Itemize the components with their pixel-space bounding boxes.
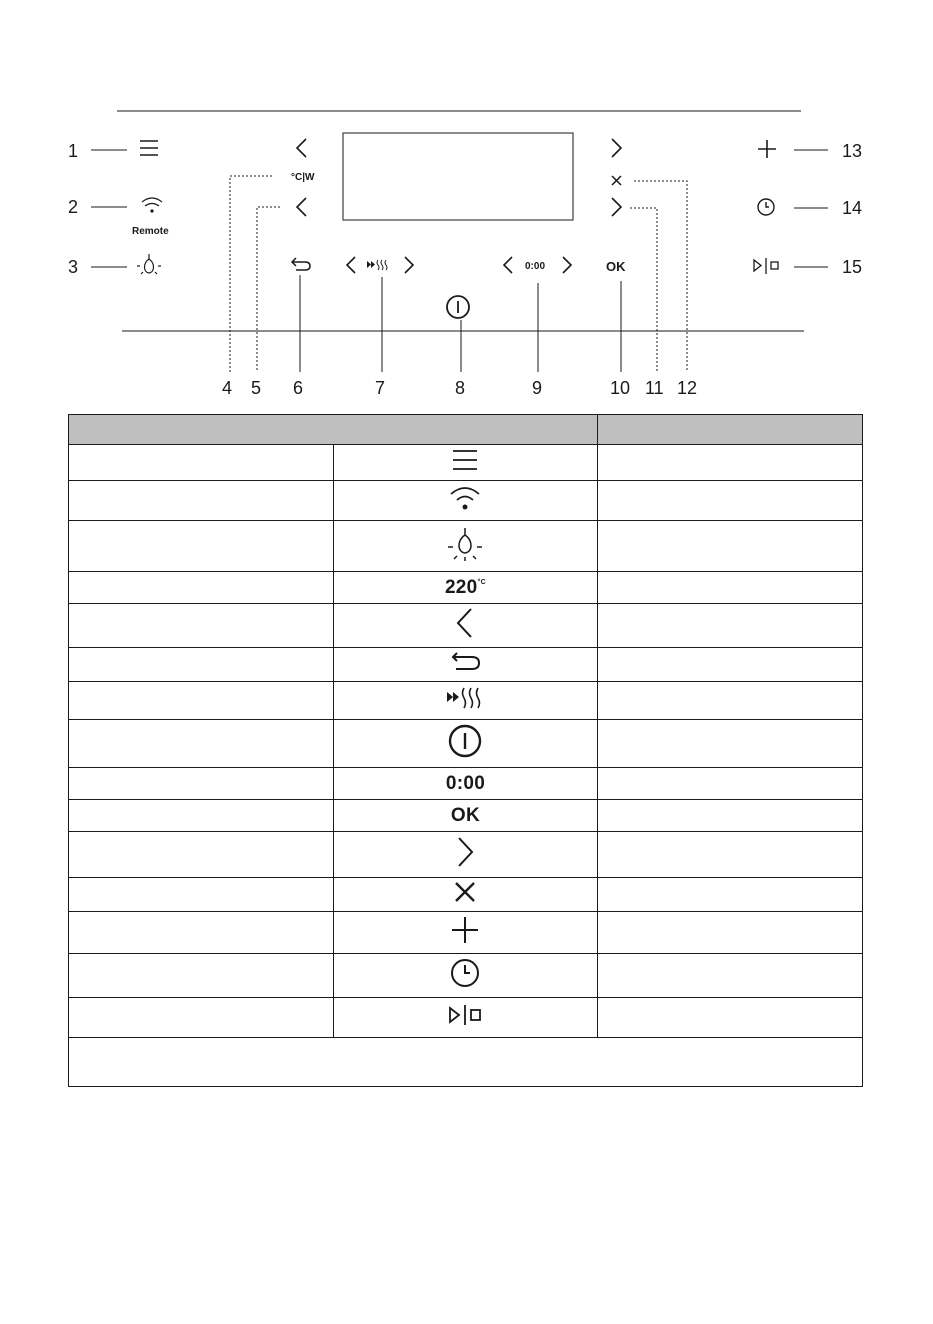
ok-text: OK	[450, 804, 481, 826]
chevron-right-time-icon[interactable]	[563, 257, 571, 273]
plus-icon	[450, 915, 480, 945]
power-icon[interactable]	[447, 296, 469, 318]
table-row	[69, 832, 863, 878]
temp-weight-label[interactable]: °C|W	[291, 172, 315, 183]
chevron-left-top-icon[interactable]	[297, 139, 306, 157]
display-screen	[343, 133, 573, 220]
callout-7: 7	[375, 378, 386, 398]
chevron-right-top-icon[interactable]	[612, 139, 621, 157]
start-stop-icon[interactable]	[754, 258, 778, 274]
chevron-left-icon	[453, 607, 477, 639]
table-row	[69, 648, 863, 682]
symbol-legend-table	[68, 414, 863, 1087]
callout-9: 9	[532, 378, 543, 398]
table-row	[69, 998, 863, 1038]
lamp-icon	[446, 525, 484, 563]
wifi-remote-icon	[448, 484, 482, 512]
table-row	[69, 768, 863, 800]
callout-3: 3	[68, 257, 79, 277]
header-description	[598, 415, 863, 445]
callout-6: 6	[293, 378, 304, 398]
back-arrow-icon[interactable]	[292, 258, 310, 270]
callout-1: 1	[68, 141, 79, 161]
table-row	[69, 954, 863, 998]
table-row	[69, 521, 863, 572]
table-note-row	[69, 1038, 863, 1087]
back-arrow-icon	[448, 651, 482, 673]
menu-icon[interactable]	[140, 141, 158, 155]
table-row	[69, 572, 863, 604]
wifi-remote-icon[interactable]	[142, 198, 162, 213]
header-symbol	[69, 415, 598, 445]
control-panel-diagram	[0, 0, 933, 410]
callout-8: 8	[455, 378, 466, 398]
plus-icon[interactable]	[758, 140, 776, 158]
callout-10: 10	[610, 378, 631, 398]
start-stop-icon	[447, 1003, 483, 1027]
clock-icon	[449, 957, 481, 989]
close-icon[interactable]	[612, 176, 621, 185]
table-row	[69, 682, 863, 720]
chevron-left-time-icon[interactable]	[504, 257, 512, 273]
table-row	[69, 912, 863, 954]
temperature-text: $220^{^\circ C}$	[444, 576, 487, 598]
callout-11: 11	[645, 378, 664, 398]
table-row	[69, 604, 863, 648]
ok-button[interactable]: OK	[606, 259, 626, 274]
table-row	[69, 481, 863, 521]
time-label[interactable]: 0:00	[525, 261, 546, 272]
callout-2: 2	[68, 197, 79, 217]
chevron-right-icon	[453, 836, 477, 868]
callout-12: 12	[677, 378, 698, 398]
table-row	[69, 720, 863, 768]
clock-icon[interactable]	[758, 199, 774, 215]
table-row	[69, 445, 863, 481]
callout-14: 14	[842, 198, 863, 218]
time-text: 0:00	[445, 772, 486, 794]
callout-5: 5	[251, 378, 262, 398]
chevron-right-heat-icon[interactable]	[405, 257, 413, 273]
fast-heat-icon[interactable]	[367, 260, 387, 270]
close-icon	[453, 880, 477, 904]
lamp-icon[interactable]	[137, 254, 161, 274]
table-row	[69, 878, 863, 912]
chevron-left-icon[interactable]	[297, 198, 306, 216]
menu-icon	[450, 448, 480, 472]
chevron-right-icon[interactable]	[612, 198, 621, 216]
remote-label: Remote	[132, 226, 169, 237]
callout-13: 13	[842, 141, 863, 161]
power-icon	[447, 723, 483, 759]
callout-15: 15	[842, 257, 863, 277]
table-row	[69, 800, 863, 832]
callout-4: 4	[222, 378, 233, 398]
fast-heat-icon	[445, 684, 485, 712]
table-header-row	[69, 415, 863, 445]
chevron-left-heat-icon[interactable]	[347, 257, 355, 273]
